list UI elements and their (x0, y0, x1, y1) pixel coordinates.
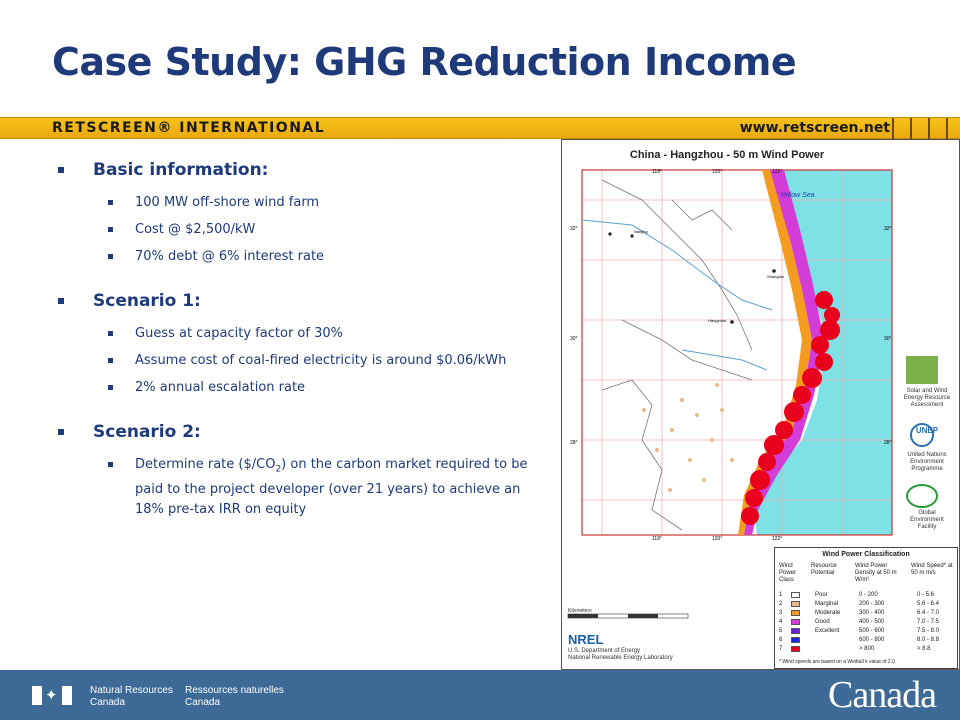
square-bullet-icon (108, 227, 113, 232)
lat-label: 32° (570, 226, 578, 232)
scale-label: Kilometers (568, 608, 592, 614)
legend-swatch (791, 628, 800, 634)
lon-label: 122° (772, 536, 783, 542)
province-borders (602, 180, 752, 530)
lat-label: 28° (884, 440, 892, 446)
lat-label: 28° (570, 440, 578, 446)
credit-lines: U.S. Department of Energy National Renewable Energy Laboratory (568, 648, 673, 661)
unep-caption: UNEP (915, 426, 939, 435)
lon-label: 120° (712, 169, 723, 175)
maple-leaf-icon: ✦ (45, 686, 58, 704)
nrel-logo: NREL (568, 632, 604, 647)
lat-label: 30° (884, 336, 892, 342)
city-label: Nanjing (634, 229, 648, 234)
legend-swatch (791, 637, 800, 643)
slide-title: Case Study: GHG Reduction Income (52, 40, 797, 84)
square-bullet-icon (108, 254, 113, 259)
legend-row: 3 Moderate 300 - 400 6.4 - 7.0 (779, 610, 940, 616)
bullet-item: Assume cost of coal-fired electricity is around $0.06/kWh (58, 351, 548, 371)
lon-label: 118° (652, 169, 662, 175)
sea-label: Yellow Sea (780, 192, 815, 199)
dept-name-en: Natural Resources Canada (90, 685, 173, 708)
dept-name-fr: Ressources naturelles Canada (185, 685, 284, 708)
un-environment-caption: United Nations Environment Programme (907, 452, 947, 472)
city-label: Shanghai (767, 274, 784, 279)
gef-caption: Global Environment Facility (910, 510, 944, 530)
bullet-item: 70% debt @ 6% interest rate (58, 247, 548, 267)
lat-label: 30° (570, 336, 578, 342)
bullet-item: 100 MW off-shore wind farm (58, 193, 548, 213)
city-label: Hangzhou (708, 318, 727, 323)
square-bullet-icon (108, 462, 113, 467)
square-bullet-icon (108, 385, 113, 390)
legend-row: 2 Marginal 200 - 300 5.6 - 6.4 (779, 601, 940, 607)
banner-url[interactable]: www.retscreen.net (739, 120, 890, 136)
legend-swatch (791, 592, 800, 598)
solar-wind-caption: Solar and Wind Energy Resource Assessment (903, 388, 951, 408)
canada-wordmark: Canada (828, 674, 936, 716)
city-markers (608, 232, 775, 323)
square-bullet-icon (108, 331, 113, 336)
solar-wind-logo (906, 356, 938, 384)
lat-label: 32° (884, 226, 892, 232)
gef-logo (907, 485, 937, 507)
legend-row: 5 Excellent 500 - 600 7.5 - 8.0 (779, 628, 940, 634)
section-heading: Scenario 1: (58, 291, 548, 311)
canada-flag-icon (32, 686, 72, 705)
lon-label: 122° (772, 169, 783, 175)
square-bullet-icon (58, 429, 64, 435)
bullet-item: Guess at capacity factor of 30% (58, 324, 548, 344)
legend-row: 4 Good 400 - 500 7.0 - 7.5 (779, 619, 940, 625)
map-legend: Wind Power Classification Wind Power Class Resource Potential Wind Power Density at 50 m W/m² Wind Speed* at 50 m m/s 1 Poor 0 - 200 0 - 5.6 2 Marginal 200 - 300 5.6 - 6.4 3 Moderate 300 - 400 6.4 - 7.0 4 Good 400 - 500 7.0 - 7.5 5 Excellent 500 - 600 7.5 - 8.0 6 600 - 800 8.0 - 8.8 7 > 800 > 8.8 * Wind speeds are based on a Weibull k value of 2.0 (774, 547, 958, 669)
section-heading: Scenario 2: (58, 422, 548, 442)
footer-bar (0, 670, 960, 720)
legend-swatch (791, 619, 800, 625)
legend-swatch (791, 646, 800, 652)
square-bullet-icon (108, 200, 113, 205)
rivers (582, 220, 772, 370)
legend-note: * Wind speeds are based on a Weibull k value of 2.0 (779, 659, 895, 665)
section-heading: Basic information: (58, 160, 548, 180)
retscreen-banner (0, 117, 960, 139)
legend-swatch (791, 601, 800, 607)
banner-ticks (892, 118, 950, 140)
square-bullet-icon (108, 358, 113, 363)
wind-power-map (561, 139, 960, 670)
lon-label: 120° (712, 536, 723, 542)
lon-label: 118° (652, 536, 662, 542)
square-bullet-icon (58, 298, 64, 304)
map-title: China - Hangzhou - 50 m Wind Power (629, 149, 825, 161)
bullet-content (58, 160, 548, 527)
bullet-item: Determine rate $(\$/CO_2)$ on the carbon market required to be paid to the project developer (over 21 years) to achieve an 18% pre-tax IRR on equity (58, 455, 548, 520)
square-bullet-icon (58, 167, 64, 173)
bullet-item: 2% annual escalation rate (58, 378, 548, 398)
banner-brand: RETSCREEN® INTERNATIONAL (52, 120, 326, 136)
land-marginal (642, 383, 734, 492)
legend-row: 1 Poor 0 - 200 0 - 5.6 (779, 592, 935, 598)
legend-row: 7 > 800 > 8.8 (779, 646, 931, 652)
bullet-item: Cost @ $2,500/kW (58, 220, 548, 240)
legend-row: 6 600 - 800 8.0 - 8.8 (779, 637, 940, 643)
legend-swatch (791, 610, 800, 616)
